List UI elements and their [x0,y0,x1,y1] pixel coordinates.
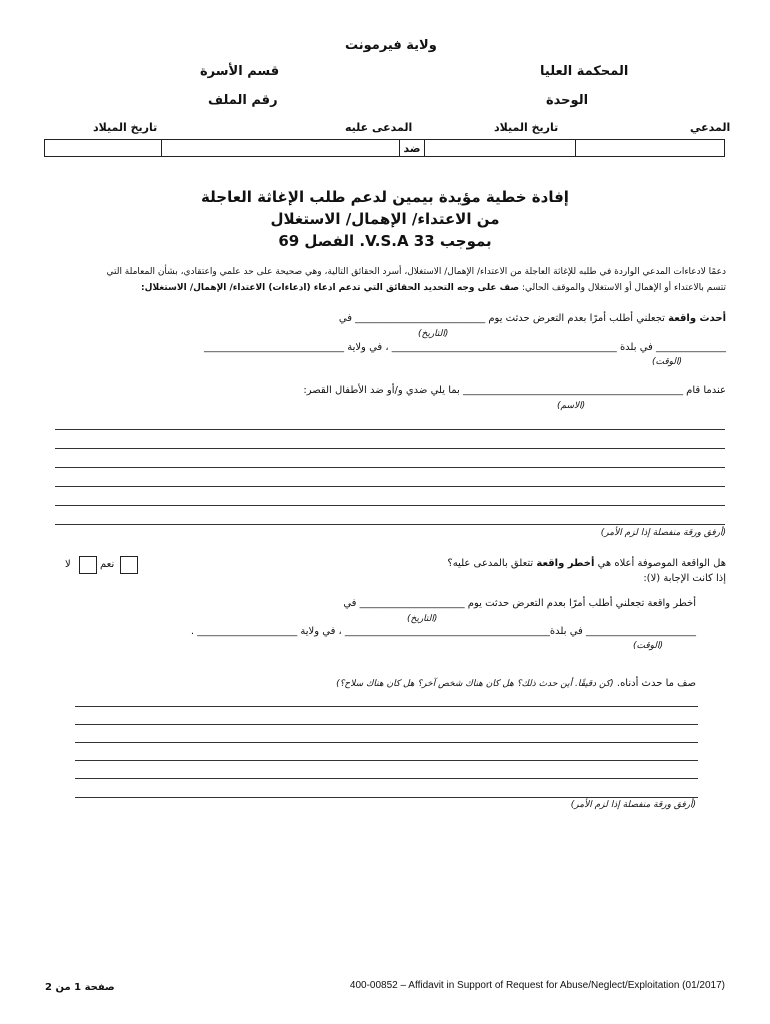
title-line-1: إفادة خطية مؤيدة بيمين لدعم طلب الإغاثة العاجلة [201,188,569,206]
worst-writing-line-3[interactable] [75,742,698,743]
title-line-3: بموجب V.S.A 33. الفصل 69 [278,232,492,250]
plaintiff-label: المدعي [690,121,731,134]
unit-label: الوحدة [546,93,589,108]
state-heading: ولاية فيرمونت [345,38,437,53]
worst-writing-line-1[interactable] [75,706,698,707]
no-checkbox[interactable] [79,556,97,574]
intro-line-2 [141,283,726,293]
no-label: لا [65,559,71,570]
recent-writing-line-3[interactable] [55,467,725,468]
worst-writing-line-6[interactable] [75,797,698,798]
recent-time-hint: (الوقت) [652,357,683,367]
worst-describe-hint: (كن دقيقًا. أين حدث ذلك؟ هل كان هناك شخص آخر؟ هل كان هناك سلاح؟) [336,679,614,689]
party-fields-row [44,139,725,157]
court-label: المحكمة العليا [540,64,629,79]
plaintiff-dob-field[interactable] [425,140,576,157]
intro-line-1: دعمًا لادعاءات المدعي الواردة في طلبه للإغاثة العاجلة من الاعتداء/ الإهمال/ الاستغلال، أسرد الحقائق التالية، وهي صحيحة على حد علمي واعتقادي، بشأن المعاملة التي [106,267,726,277]
worst-time-hint: (الوقت) [633,641,664,651]
worst-question-bold: أخطر واقعة [536,558,595,569]
docket-label: رقم الملف [208,93,278,108]
recent-incident-text: تجعلني أطلب أمرًا بعدم التعرض حدثت يوم __________________________ في [338,313,665,324]
worst-incident-line: أخطر واقعة تجعلني أطلب أمرًا بعدم التعرض حدثت يوم _____________________ في [343,598,696,609]
worst-writing-line-4[interactable] [75,760,698,761]
recent-date-hint: (التاريخ) [418,329,449,339]
defendant-label: المدعى عليه [345,121,413,134]
division-label: قسم الأسرة [200,64,280,79]
intro-line-2-bold: صف على وجه التحديد الحقائق التي تدعم ادعاء (ادعاءات) الاعتداء/ الإهمال/ الاستغلال: [141,283,520,293]
plaintiff-dob-label: تاريخ الميلاد [494,121,559,134]
intro-line-2-plain: تتسم بالاعتداء أو الإهمال أو الاستغلال والموقف الحالي: [521,283,726,293]
worst-writing-line-2[interactable] [75,724,698,725]
yes-checkbox[interactable] [120,556,138,574]
recent-writing-line-4[interactable] [55,486,725,487]
recent-place-line: ______________ في بلدة _____________________________________________ ، في ولاية ____________________________ [204,342,726,353]
recent-attach-note: (أرفق ورقة منفصلة إذا لزم الأمر) [600,528,726,538]
recent-incident-label: أحدث واقعة [668,313,726,324]
recent-name-hint: (الاسم) [557,401,586,411]
worst-question [447,558,726,569]
recent-writing-line-6[interactable] [55,524,725,525]
worst-date-hint: (التاريخ) [407,614,438,624]
defendant-name-field[interactable] [162,140,400,157]
title-line-2: من الاعتداء/ الإهمال/ الاستغلال [270,210,500,228]
recent-writing-line-1[interactable] [55,429,725,430]
worst-writing-line-5[interactable] [75,778,698,779]
defendant-dob-field[interactable] [45,140,162,157]
footer-form-id: 400-00852 – Affidavit in Support of Request for Abuse/Neglect/Exploitation (01/2017) [349,980,725,991]
plaintiff-name-field[interactable] [576,140,725,157]
recent-writing-line-2[interactable] [55,448,725,449]
footer-page-number: صفحة 1 من 2 [45,982,115,993]
worst-describe-label: صف ما حدث أدناه. [616,678,696,689]
recent-when-line: عندما قام ____________________________________________ بما يلي ضدي و/أو ضد الأطفال القصر: [303,385,726,396]
recent-writing-line-5[interactable] [55,505,725,506]
worst-describe-line [336,678,696,689]
worst-question-post: تتعلق بالمدعى عليه؟ [447,558,534,569]
defendant-dob-label: تاريخ الميلاد [93,121,158,134]
worst-if-no: إذا كانت الإجابة (لا): [643,573,726,584]
worst-attach-note: (أرفق ورقة منفصلة إذا لزم الأمر) [570,800,696,810]
recent-incident-line [339,313,726,324]
vs-cell: ضد [400,140,425,157]
yes-label: نعم [100,559,115,570]
worst-place-line: ______________________ في بلدة_________________________________________ ، في ولاية ____________________ . [190,626,696,637]
worst-question-pre: هل الواقعة الموصوفة أعلاه هي [597,558,726,569]
